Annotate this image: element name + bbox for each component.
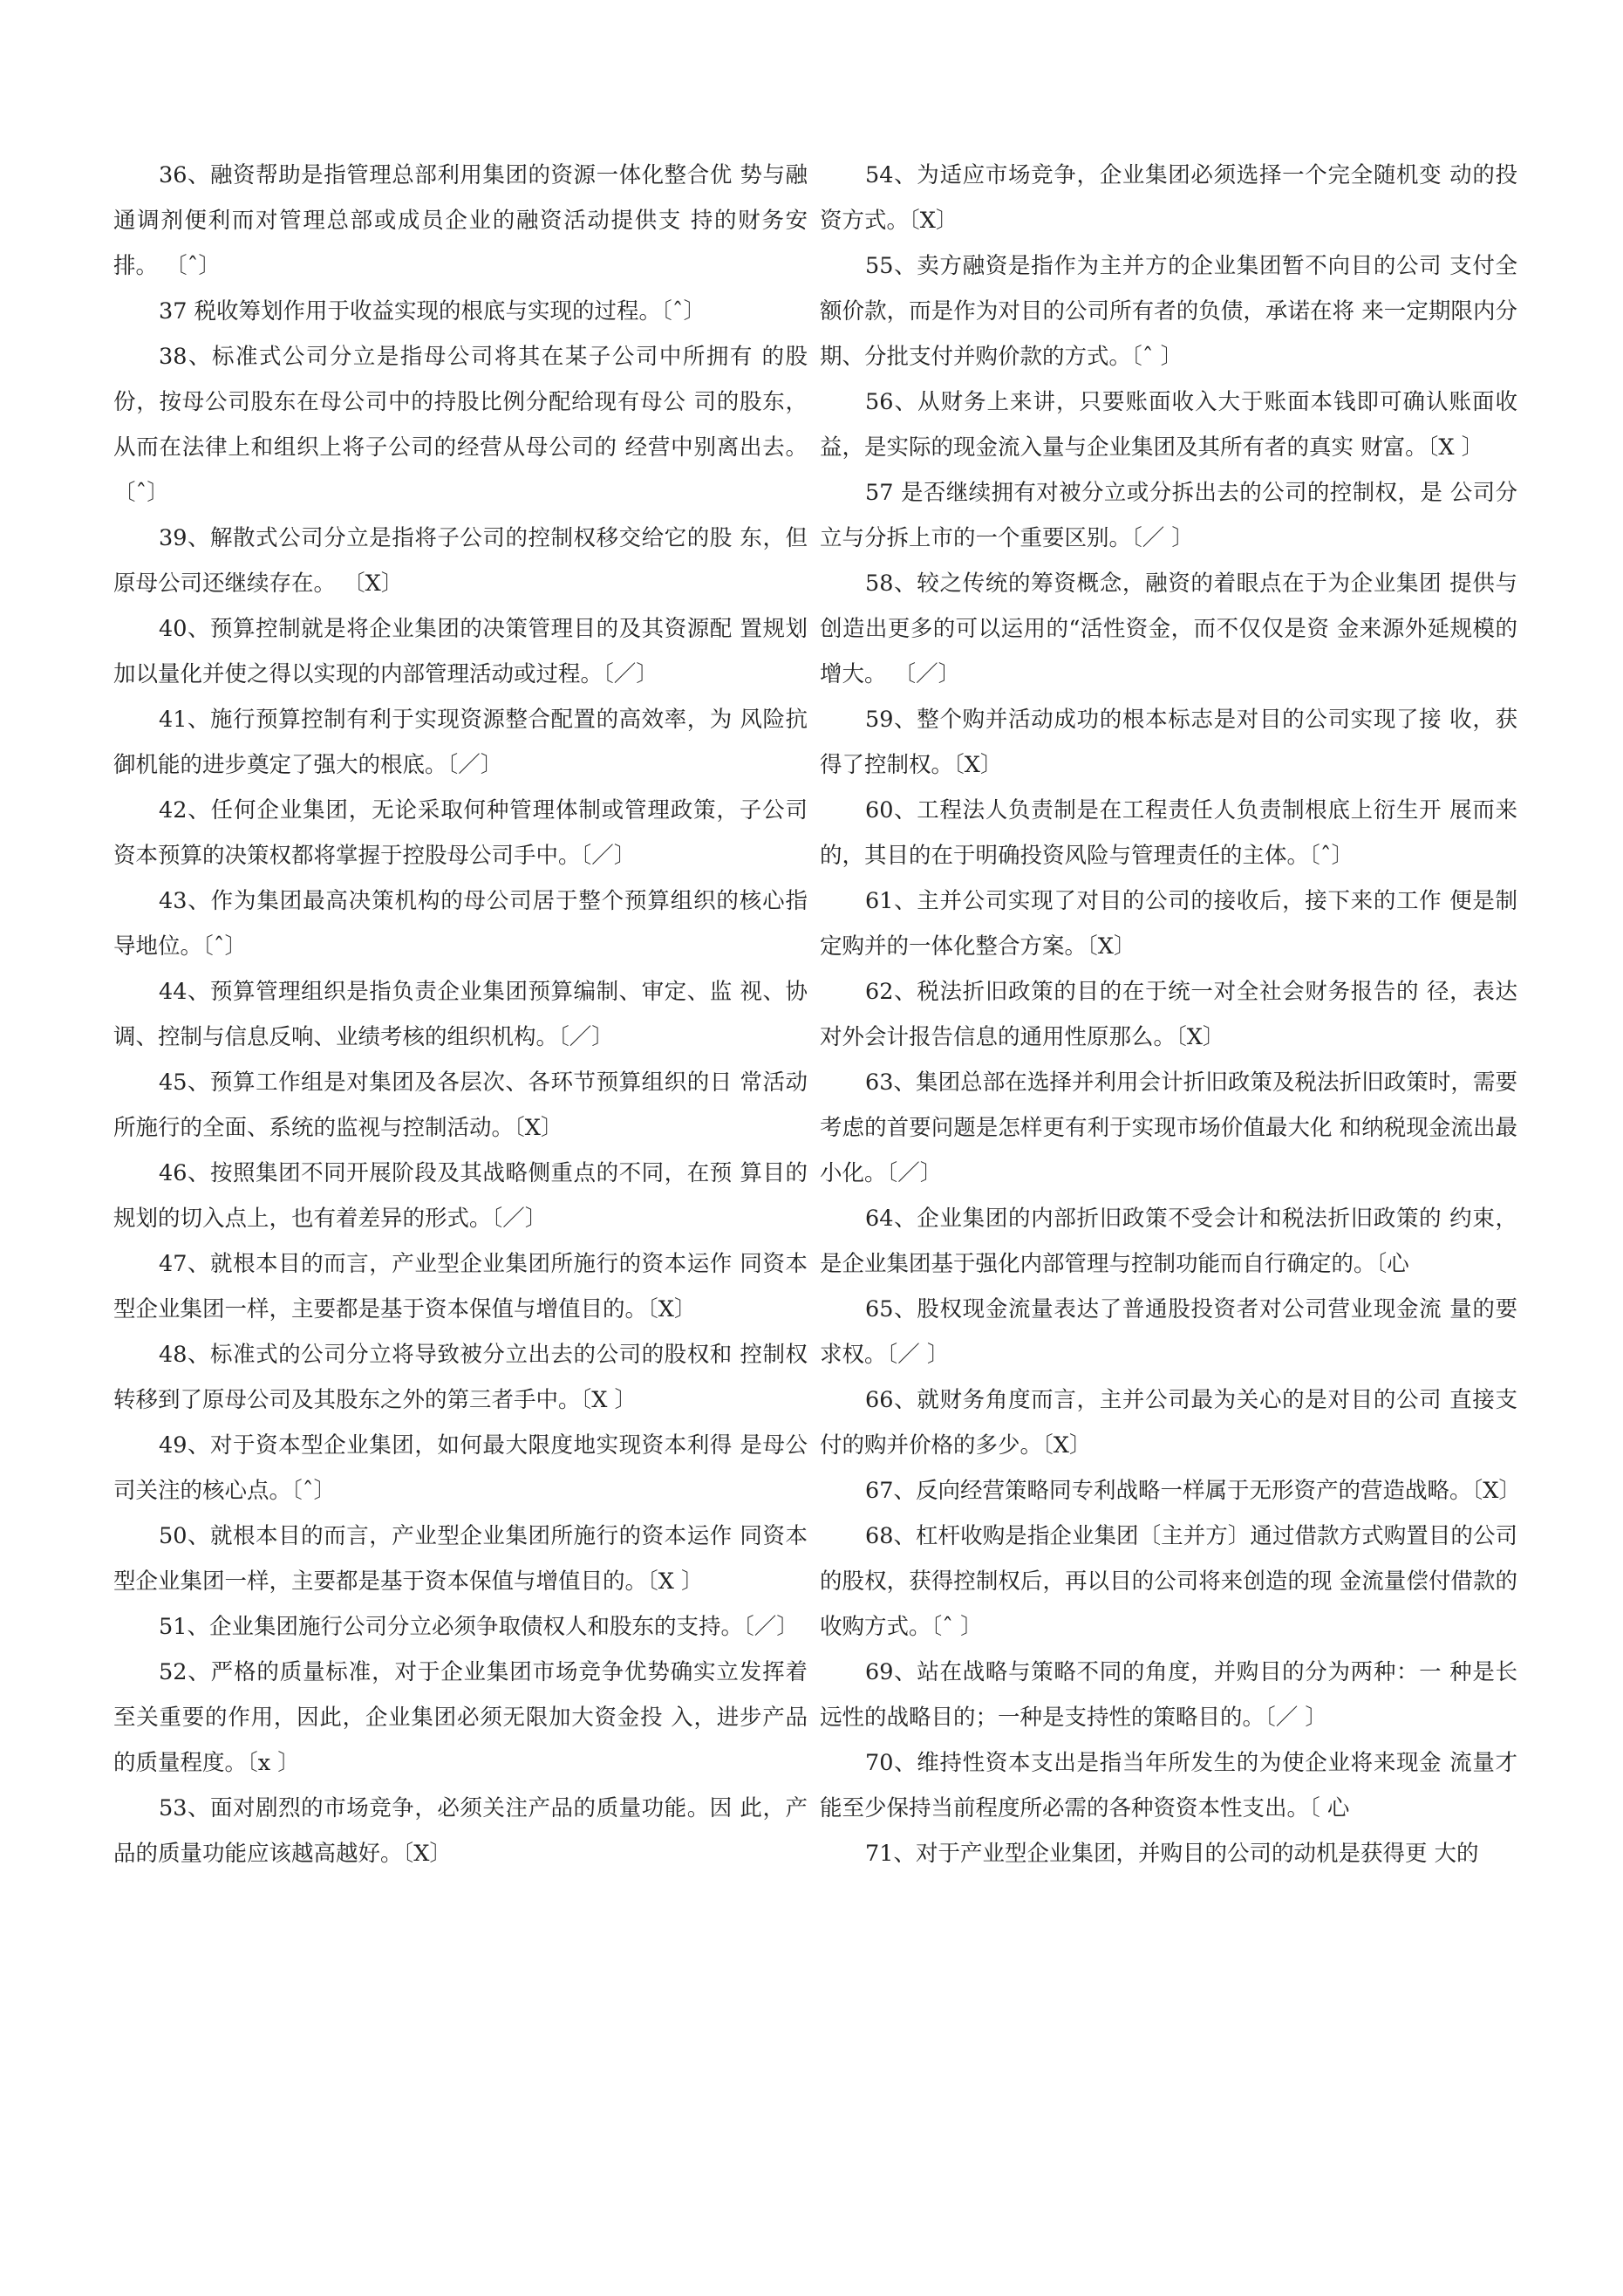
question-51: 51、企业集团施行公司分立必须争取债权人和股东的支持。〔／〕 xyxy=(159,1614,799,1640)
right-column xyxy=(820,153,1521,1876)
question-68: 68、杠杆收购是指企业集团〔主并方〕通过借款方式购置目的公司的股权，获得控制权后，再以目的公司将来创造的现 金流量偿付借款的收购方式。〔ˆ 〕 xyxy=(820,1523,1517,1640)
question-53: 53、面对剧烈的市场竞争，必须关注产品的质量功能。因 此，产品的质量功能应该越高越好。〔X〕 xyxy=(113,1795,808,1867)
question-70: 70、维持性资本支出是指当年所发生的为使企业将来现金 流量才能至少保持当前程度所必需的各种资资本性支出。〔 心 xyxy=(820,1750,1517,1821)
question-65: 65、股权现金流量表达了普通股投资者对公司营业现金流 量的要求权。〔／ 〕 xyxy=(820,1296,1517,1368)
question-43: 43、作为集团最高决策机构的母公司居于整个预算组织的核心指导地位。〔ˆ〕 xyxy=(113,888,808,960)
question-56: 56、从财务上来讲，只要账面收入大于账面本钱即可确认账面收益，是实际的现金流入量与企业集团及其所有者的真实 财富。〔X 〕 xyxy=(820,389,1517,461)
question-38: 38、标准式公司分立是指母公司将其在某子公司中所拥有 的股份，按母公司股东在母公司中的持股比例分配给现有母公 司的股东，从而在法律上和组织上将子公司的经营从母公司的 经营中别离出去。 〔ˆ〕 xyxy=(113,344,808,506)
question-40: 40、预算控制就是将企业集团的决策管理目的及其资源配 置规划加以量化并使之得以实现的内部管理活动或过程。〔／〕 xyxy=(113,616,808,687)
question-49: 49、对于资本型企业集团，如何最大限度地实现资本利得 是母公司关注的核心点。〔ˆ〕 xyxy=(113,1432,808,1504)
question-67: 67、反向经营策略同专利战略一样属于无形资产的营造战略。〔X〕 xyxy=(865,1478,1521,1504)
question-37: 37 税收筹划作用于收益实现的根底与实现的过程。〔ˆ〕 xyxy=(159,298,706,325)
question-41: 41、施行预算控制有利于实现资源整合配置的高效率，为 风险抗御机能的进步奠定了强大的根底。〔／〕 xyxy=(113,707,808,778)
question-54: 54、为适应市场竞争，企业集团必须选择一个完全随机变 动的投资方式。〔X〕 xyxy=(820,162,1517,234)
question-44: 44、预算管理组织是指负责企业集团预算编制、审定、监 视、协调、控制与信息反响、业绩考核的组织机构。〔／〕 xyxy=(113,979,808,1050)
question-47: 47、就根本目的而言，产业型企业集团所施行的资本运作 同资本型企业集团一样，主要都是基于资本保值与增值目的。〔X〕 xyxy=(113,1251,808,1322)
question-60: 60、工程法人负责制是在工程责任人负责制根底上衍生开 展而来的，其目的在于明确投资风险与管理责任的主体。〔ˆ〕 xyxy=(820,797,1517,869)
question-48: 48、标准式的公司分立将导致被分立出去的公司的股权和 控制权转移到了原母公司及其股东之外的第三者手中。〔X 〕 xyxy=(113,1342,808,1413)
question-62: 62、税法折旧政策的目的在于统一对全社会财务报告的 径，表达对外会计报告信息的通用性原那么。〔X〕 xyxy=(820,979,1517,1050)
question-52: 52、严格的质量标准，对于企业集团市场竞争优势确实立发挥着至关重要的作用，因此，企业集团必须无限加大资金投 入，进步产品的质量程度。〔x 〕 xyxy=(113,1659,808,1776)
question-36: 36、融资帮助是指管理总部利用集团的资源一体化整合优 势与融通调剂便利而对管理总部或成员企业的融资活动提供支 持的财务安排。 〔ˆ〕 xyxy=(113,162,808,279)
question-59: 59、整个购并活动成功的根本标志是对目的公司实现了接 收，获得了控制权。〔X〕 xyxy=(820,707,1517,778)
question-71: 71、对于产业型企业集团，并购目的公司的动机是获得更 大的 xyxy=(865,1841,1479,1867)
question-63: 63、集团总部在选择并利用会计折旧政策及税法折旧政策时，需要考虑的首要问题是怎样更有利于实现市场价值最大化 和纳税现金流出最小化。〔／〕 xyxy=(820,1069,1517,1186)
question-61: 61、主并公司实现了对目的公司的接收后，接下来的工作 便是制定购并的一体化整合方案。〔X〕 xyxy=(820,888,1517,960)
question-45: 45、预算工作组是对集团及各层次、各环节预算组织的日 常活动所施行的全面、系统的监视与控制活动。〔X〕 xyxy=(113,1069,808,1141)
left-column xyxy=(113,153,808,1876)
question-55: 55、卖方融资是指作为主并方的企业集团暂不向目的公司 支付全额价款，而是作为对目的公司所有者的负债，承诺在将 来一定期限内分期、分批支付并购价款的方式。〔ˆ 〕 xyxy=(820,253,1517,370)
question-57: 57 是否继续拥有对被分立或分拆出去的公司的控制权，是 公司分立与分拆上市的一个重要区别。〔／ 〕 xyxy=(820,480,1517,551)
question-50: 50、就根本目的而言，产业型企业集团所施行的资本运作 同资本型企业集团一样，主要都是基于资本保值与增值目的。〔X 〕 xyxy=(113,1523,808,1595)
question-46: 46、按照集团不同开展阶段及其战略侧重点的不同，在预 算目的规划的切入点上，也有着差异的形式。〔／〕 xyxy=(113,1160,808,1232)
question-39: 39、解散式公司分立是指将子公司的控制权移交给它的股 东，但原母公司还继续存在。 〔X〕 xyxy=(113,525,808,597)
question-64: 64、企业集团的内部折旧政策不受会计和税法折旧政策的 约束，是企业集团基于强化内部管理与控制功能而自行确定的。〔心 xyxy=(820,1206,1517,1277)
question-58: 58、较之传统的筹资概念，融资的着眼点在于为企业集团 提供与创造出更多的可以运用的“活性资金，而不仅仅是资 金来源外延规模的增大。 〔／〕 xyxy=(820,571,1517,687)
question-42: 42、任何企业集团，无论采取何种管理体制或管理政策，子公司资本预算的决策权都将掌握于控股母公司手中。〔／〕 xyxy=(113,797,808,869)
question-69: 69、站在战略与策略不同的角度，并购目的分为两种：一 种是长远性的战略目的；一种是支持性的策略目的。〔／ 〕 xyxy=(820,1659,1517,1731)
question-66: 66、就财务角度而言，主并公司最为关心的是对目的公司 直接支付的购并价格的多少。〔X〕 xyxy=(820,1387,1517,1459)
